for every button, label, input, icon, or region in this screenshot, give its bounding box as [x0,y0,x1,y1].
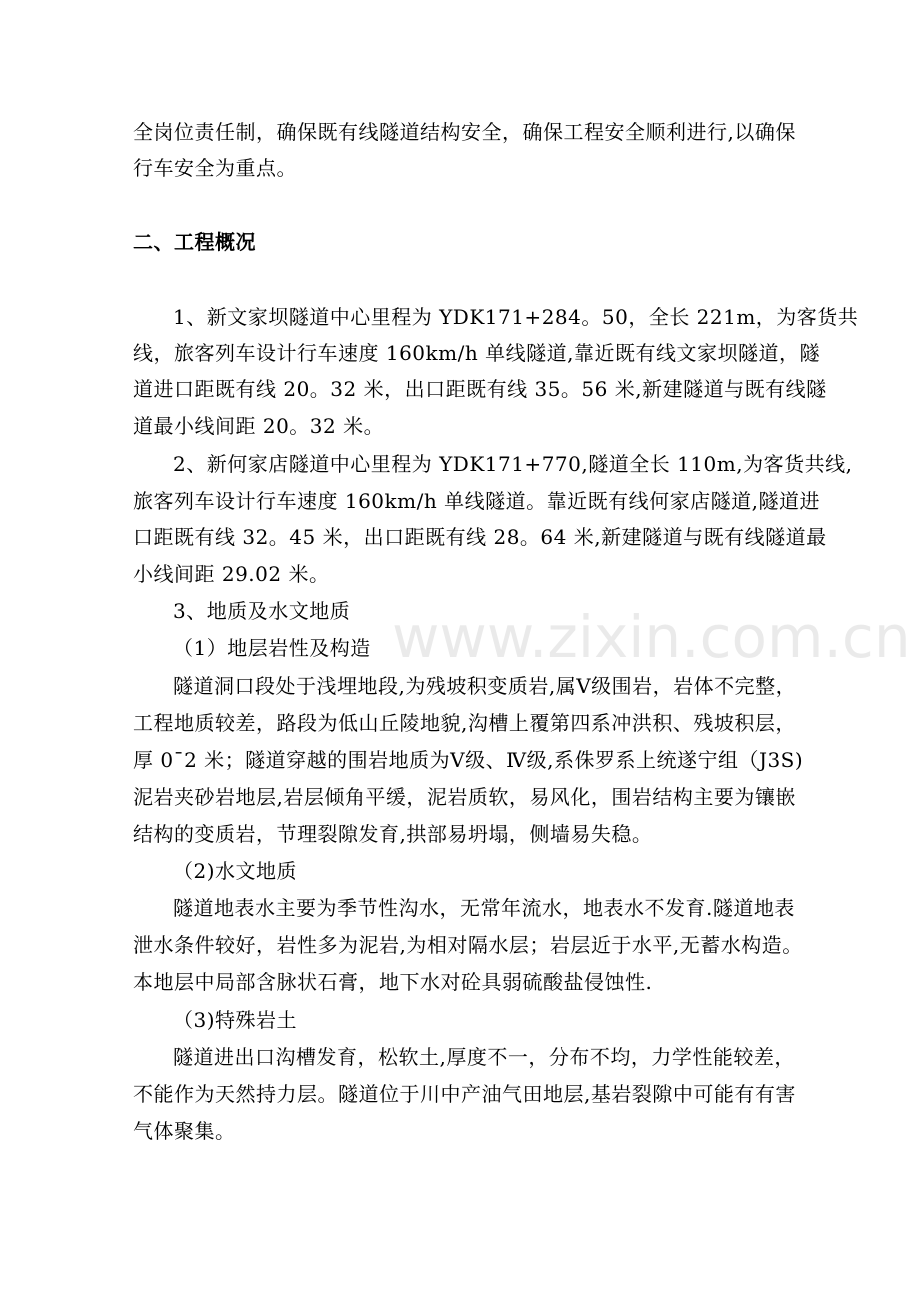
paragraph-line: 2、新何家店隧道中心里程为 YDK171+770,隧道全长 110m,为客货共线, [173,452,853,476]
paragraph-line: 全岗位责任制，确保既有线隧道结构安全，确保工程安全顺利进行,以确保 [133,120,796,144]
watermark: www.zixin.com.cn [392,603,911,671]
paragraph-line: 道进口距既有线 20。32 米，出口距既有线 35。56 米,新建隧道与既有线隧 [133,377,827,401]
paragraph-line: 本地层中局部含脉状石膏，地下水对砼具弱硫酸盐侵蚀性. [133,970,653,994]
paragraph-line: 小线间距 29.02 米。 [133,562,330,586]
paragraph-line: 隧道地表水主要为季节性沟水，无常年流水，地表水不发育.隧道地表 [173,896,795,920]
paragraph-line: 泥岩夹砂岩地层,岩层倾角平缓，泥岩质软，易风化，围岩结构主要为镶嵌 [133,785,796,809]
paragraph-line: 气体聚集。 [133,1119,236,1143]
paragraph-line: 行车安全为重点。 [133,156,297,180]
subsection-heading: （1）地层岩性及构造 [173,636,371,660]
paragraph-line: 1、新文家坝隧道中心里程为 YDK171+284。50，全长 221m，为客货共 [173,305,859,329]
paragraph-line: 道最小线间距 20。32 米。 [133,414,385,438]
paragraph-line: 隧道进出口沟槽发育，松软土,厚度不一，分布不均，力学性能较差， [173,1045,795,1069]
paragraph-line: 不能作为天然持力层。隧道位于川中产油气田地层,基岩裂隙中可能有有害 [133,1082,796,1106]
subsection-heading: 3、地质及水文地质 [173,599,351,623]
subsection-heading: （2)水文地质 [173,859,298,883]
subsection-heading: （3)特殊岩土 [173,1008,298,1032]
paragraph-line: 旅客列车设计行车速度 160km/h 单线隧道。靠近既有线何家店隧道,隧道进 [133,489,820,513]
section-heading: 二、工程概况 [133,230,256,254]
paragraph-line: 口距既有线 32。45 米，出口距既有线 28。64 米,新建隧道与既有线隧道最 [133,525,827,549]
paragraph-line: 隧道洞口段处于浅埋地段,为残坡积变质岩,属Ⅴ级围岩，岩体不完整， [173,674,797,698]
paragraph-line: 厚 0¯2 米；隧道穿越的围岩地质为Ⅴ级、Ⅳ级,系侏罗系上统遂宁组（J3S) [133,748,804,772]
paragraph-line: 结构的变质岩，节理裂隙发育,拱部易坍塌，侧墙易失稳。 [133,822,653,846]
paragraph-line: 泄水条件较好，岩性多为泥岩,为相对隔水层；岩层近于水平,无蓄水构造。 [133,933,803,957]
paragraph-line: 工程地质较差，路段为低山丘陵地貌,沟槽上覆第四系冲洪积、残坡积层， [133,711,796,735]
paragraph-line: 线，旅客列车设计行车速度 160km/h 单线隧道,靠近既有线文家坝隧道，隧 [133,341,820,365]
